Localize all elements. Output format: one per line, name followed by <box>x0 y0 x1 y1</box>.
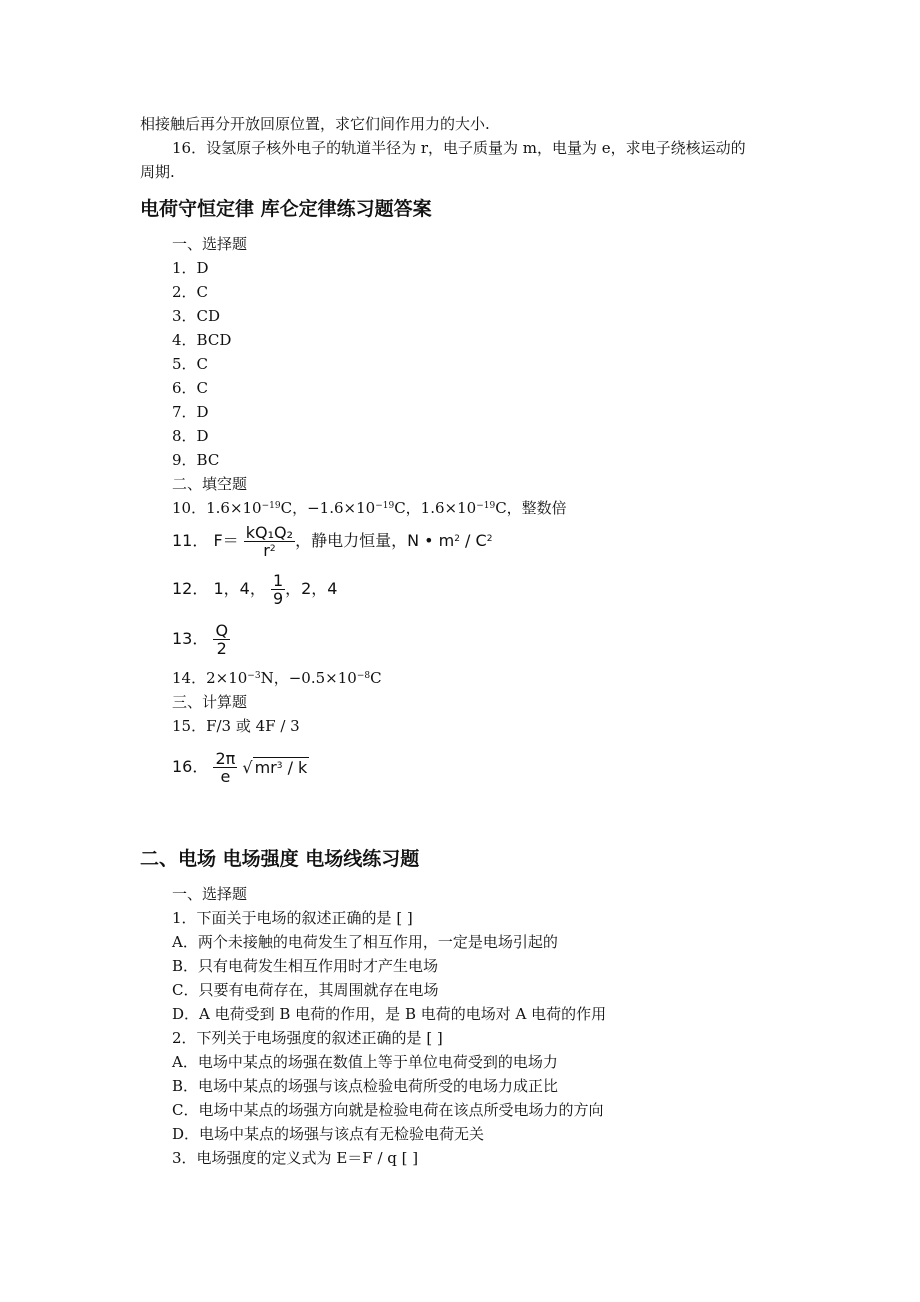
answer-label: 13． <box>172 629 209 648</box>
option-item: C．电场中某点的场强方向就是检验电荷在该点所受电场力的方向 <box>172 1101 604 1119</box>
exponent: −3 <box>247 671 261 681</box>
radicand-base: mr <box>254 758 277 777</box>
answer-label: 11． <box>172 531 209 550</box>
exponent: 2 <box>486 534 493 544</box>
section-heading: 二、填空题 <box>172 475 248 493</box>
unit: N， <box>260 669 289 687</box>
answer-item: 1．D <box>172 259 209 277</box>
denominator: 2 <box>216 639 227 658</box>
formula-text: 1，4， <box>213 579 266 598</box>
fraction <box>213 750 237 785</box>
question-item: 1．下面关于电场的叙述正确的是 [ ] <box>172 909 413 927</box>
denominator: e <box>220 767 231 786</box>
answer-16-formula <box>172 750 309 785</box>
question-item: 2．下列关于电场强度的叙述正确的是 [ ] <box>172 1029 443 1047</box>
answer-item: 3．CD <box>172 307 221 325</box>
numerator: 2π <box>215 749 236 768</box>
formula-lhs: F＝ <box>213 531 239 550</box>
unit: C，整数倍 <box>495 499 567 517</box>
exponent: 2 <box>269 544 276 554</box>
option-item: A．电场中某点的场强在数值上等于单位电荷受到的电场力 <box>172 1053 558 1071</box>
square-root <box>242 758 309 777</box>
answer-item: 5．C <box>172 355 209 373</box>
option-item: A．两个未接触的电荷发生了相互作用，一定是电场引起的 <box>172 933 558 951</box>
exponent: −19 <box>261 501 281 511</box>
exponent: −19 <box>375 501 395 511</box>
intro-line: 周期. <box>140 163 175 181</box>
formula-tail: ，静电力恒量，N • m <box>295 531 455 550</box>
denominator: 9 <box>272 589 284 608</box>
question-16-text: 16．设氢原子核外电子的轨道半径为 r，电子质量为 m，电量为 e，求电子绕核运动的 <box>172 139 746 157</box>
value: −1.6×10 <box>307 499 376 517</box>
section-heading: 三、计算题 <box>172 693 248 711</box>
option-item: B．只有电荷发生相互作用时才产生电场 <box>172 957 439 975</box>
section-heading: 一、选择题 <box>172 885 248 903</box>
answer-label: 14． <box>172 669 207 687</box>
unit: C， <box>394 499 421 517</box>
answer-item: 9．BC <box>172 451 220 469</box>
radicand-tail: / k <box>282 758 308 777</box>
fraction <box>213 622 230 657</box>
exponent: −19 <box>476 501 496 511</box>
numerator: kQ₁Q₂ <box>245 523 294 542</box>
value: 1.6×10 <box>420 499 477 517</box>
answer-11-formula <box>172 524 492 559</box>
answer-label: 10． <box>172 499 207 517</box>
answer-label: 12． <box>172 579 209 598</box>
unit: C <box>370 669 382 687</box>
numerator: Q <box>215 621 229 640</box>
denominator-base: r <box>263 541 270 560</box>
answer-item: 8．D <box>172 427 209 445</box>
answers-heading: 电荷守恒定律 库仑定律练习题答案 <box>140 198 432 220</box>
radical-sign-icon: √ <box>242 758 253 777</box>
fraction <box>244 524 295 559</box>
formula-tail: / C <box>459 531 487 550</box>
answer-label: 16． <box>172 757 209 776</box>
answer-13-formula <box>172 622 230 657</box>
option-item: B．电场中某点的场强与该点检验电荷所受的电场力成正比 <box>172 1077 559 1095</box>
radicand <box>253 757 310 777</box>
answer-10 <box>172 498 567 518</box>
unit: C， <box>280 499 308 517</box>
exponent: −8 <box>356 671 371 681</box>
chapter-heading: 二、电场 电场强度 电场线练习题 <box>140 848 420 870</box>
option-item: D．电场中某点的场强与该点有无检验电荷无关 <box>172 1125 485 1143</box>
answer-item: 6．C <box>172 379 209 397</box>
answer-item: 2．C <box>172 283 209 301</box>
formula-text: ，2，4 <box>285 579 338 598</box>
question-item: 3．电场强度的定义式为 E＝F / q [ ] <box>172 1149 419 1167</box>
intro-line: 相接触后再分开放回原位置，求它们间作用力的大小. <box>140 115 490 133</box>
answer-item: 7．D <box>172 403 209 421</box>
value: 1.6×10 <box>206 499 262 517</box>
answer-item: 4．BCD <box>172 331 232 349</box>
numerator: 1 <box>272 571 284 590</box>
value: −0.5×10 <box>288 669 357 687</box>
fraction <box>271 572 285 607</box>
section-heading: 一、选择题 <box>172 235 248 253</box>
denominator <box>244 542 295 559</box>
option-item: C．只要有电荷存在，其周围就存在电场 <box>172 981 439 999</box>
exponent: 2 <box>454 534 460 544</box>
exponent: 3 <box>276 761 283 771</box>
value: 2×10 <box>206 669 248 687</box>
answer-15: 15．F/3 或 4F / 3 <box>172 717 300 735</box>
answer-12-formula <box>172 572 338 607</box>
option-item: D．A 电荷受到 B 电荷的作用，是 B 电荷的电场对 A 电荷的作用 <box>172 1005 607 1023</box>
answer-14 <box>172 668 382 688</box>
